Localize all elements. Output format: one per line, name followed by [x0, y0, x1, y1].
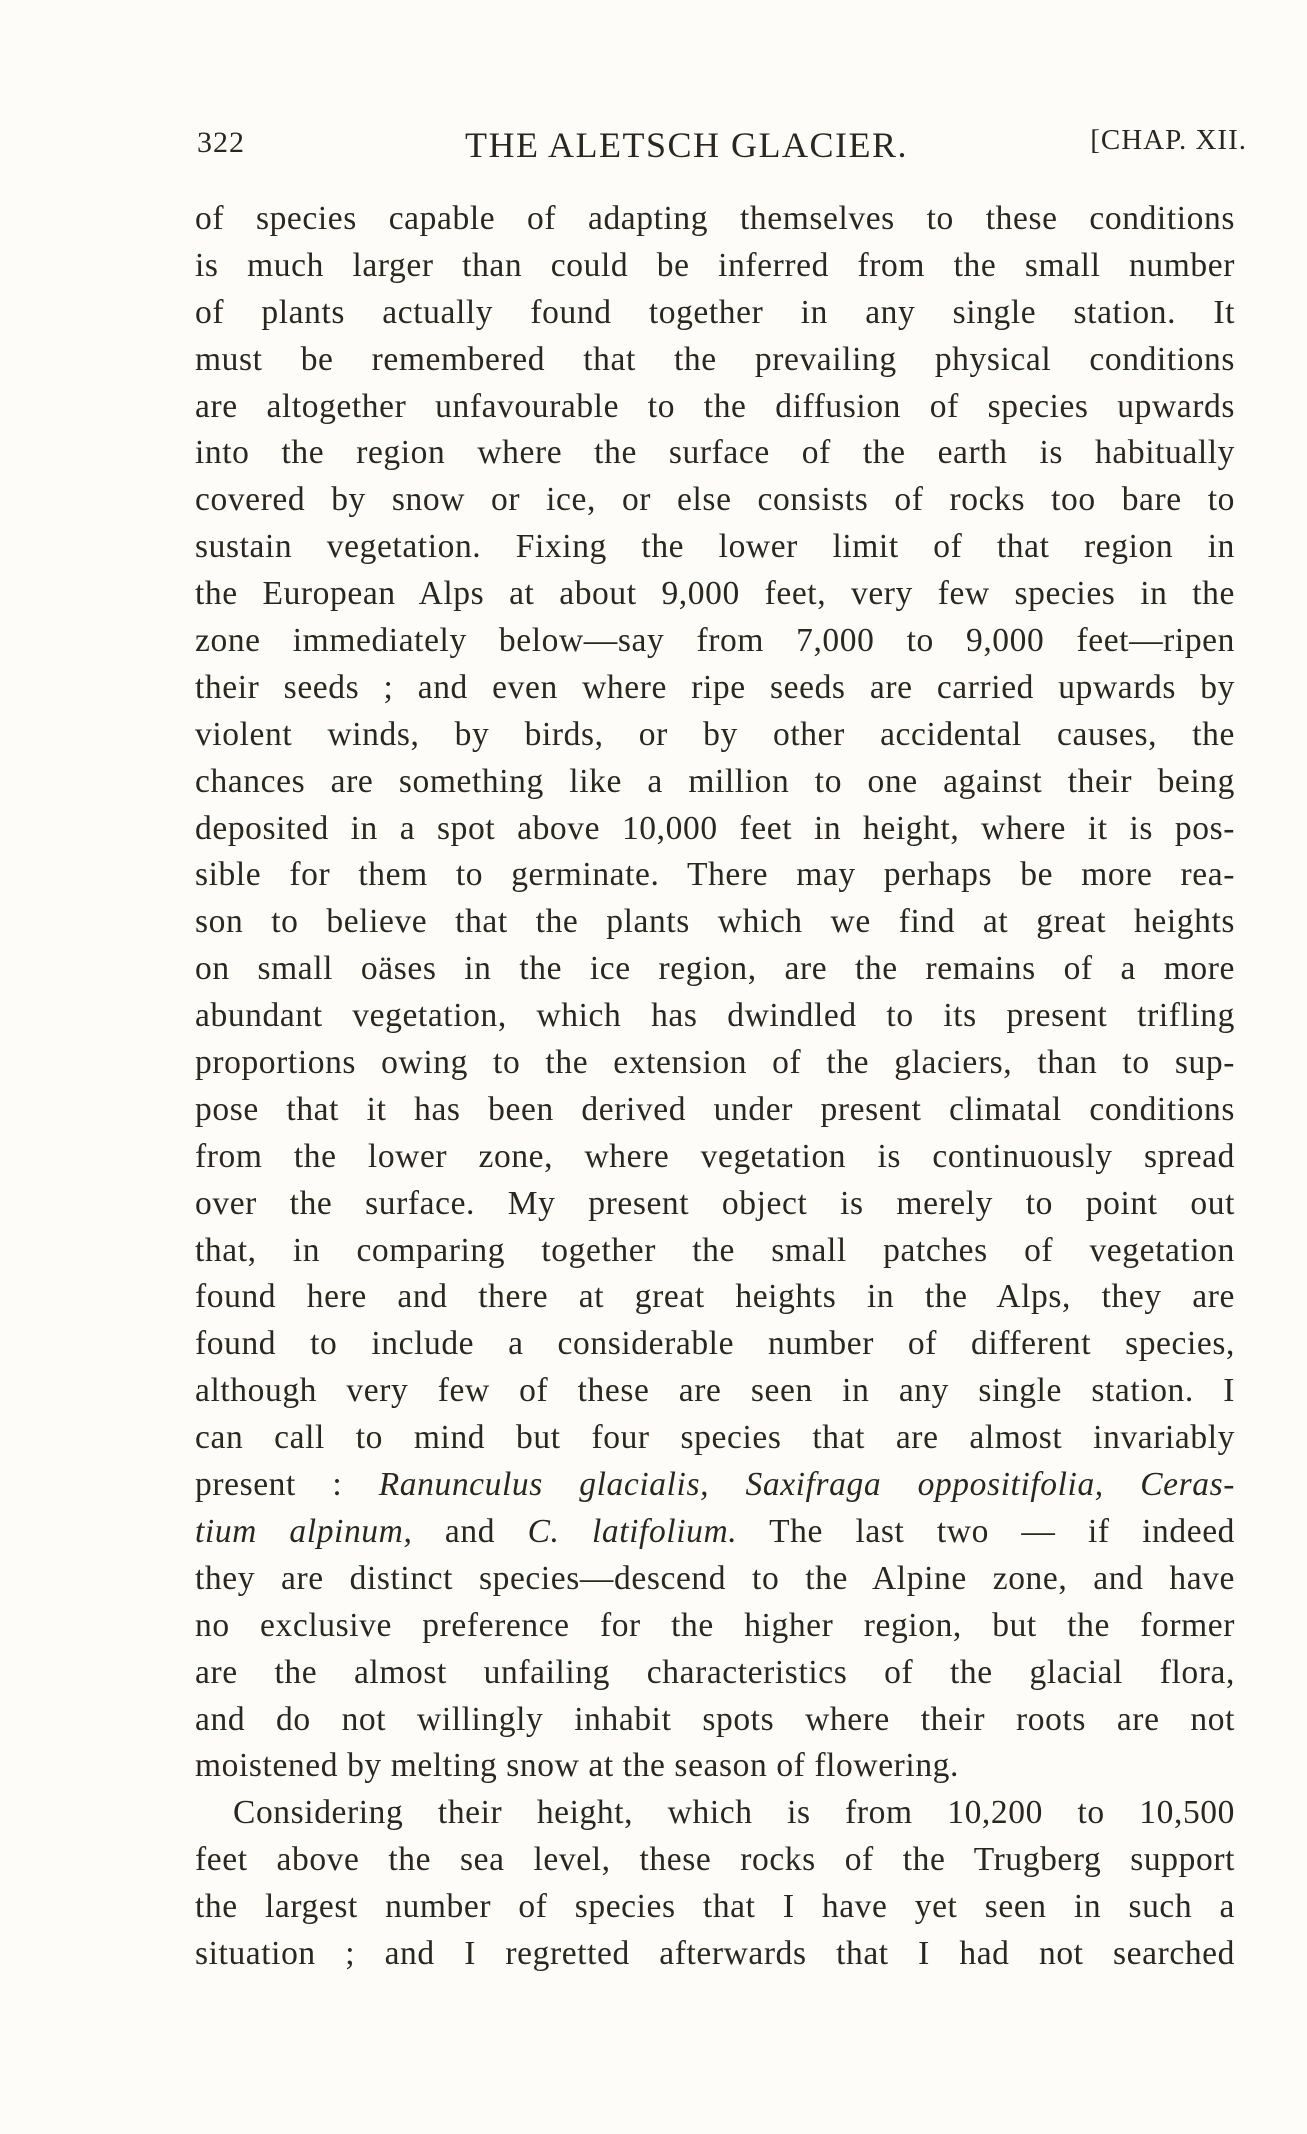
- text-line: their seeds ; and even where ripe seeds are carried upwards by: [195, 668, 1235, 706]
- page-number: 322: [197, 126, 245, 159]
- species-name: Saxifraga oppositifolia,: [745, 1466, 1104, 1504]
- text-line: of species capable of adapting themselves to these conditions: [195, 200, 1235, 237]
- text-line: sible for them to germinate. There may perhaps be more rea-: [195, 856, 1235, 894]
- species-line: [195, 1462, 1235, 1509]
- text-line: abundant vegetation, which has dwindled to its present trifling: [195, 997, 1235, 1035]
- running-title: THE ALETSCH GLACIER.: [465, 125, 908, 165]
- text-line: sustain vegetation. Fixing the lower limit of that region in: [195, 528, 1235, 566]
- text-line: found to include a considerable number of different species,: [195, 1325, 1235, 1363]
- text-line: from the lower zone, where vegetation is continuously spread: [195, 1137, 1235, 1175]
- body-text: [195, 196, 1235, 1978]
- text-fragment: The last two — if indeed: [737, 1512, 1236, 1550]
- text-line: proportions owing to the extension of the glaciers, than to sup-: [195, 1044, 1235, 1082]
- text-line: into the region where the surface of the earth is habitually: [195, 434, 1235, 472]
- text-line: situation ; and I regretted afterwards that I had not searched: [195, 1934, 1235, 1972]
- text-line: over the surface. My present object is merely to point out: [195, 1184, 1235, 1222]
- text-line: must be remembered that the prevailing physical conditions: [195, 340, 1235, 378]
- text-line: son to believe that the plants which we find at great heights: [195, 903, 1235, 941]
- species-name: C. latifolium.: [527, 1512, 738, 1550]
- text-line: Considering their height, which is from 10,200 to 10,500: [233, 1794, 1235, 1832]
- text-line: no exclusive preference for the higher region, but the former: [195, 1606, 1235, 1644]
- text-line: pose that it has been derived under present climatal conditions: [195, 1090, 1235, 1128]
- species-line: [195, 1509, 1235, 1556]
- text-line: moistened by melting snow at the season of flowering.: [195, 1747, 960, 1785]
- text-line: are altogether unfavourable to the diffusion of species upwards: [195, 387, 1235, 425]
- text-line: are the almost unfailing characteristics of the glacial flora,: [195, 1653, 1235, 1691]
- text-fragment: present :: [195, 1466, 379, 1504]
- text-line: and do not willingly inhabit spots where their roots are not: [195, 1700, 1235, 1738]
- text-line: can call to mind but four species that are almost invariably: [195, 1419, 1235, 1457]
- text-line: found here and there at great heights in the Alps, they are: [195, 1278, 1235, 1316]
- text-line: on small oäses in the ice region, are the remains of a more: [195, 950, 1235, 988]
- text-line: is much larger than could be inferred from the small number: [195, 246, 1235, 284]
- text-line: the European Alps at about 9,000 feet, very few species in the: [195, 575, 1235, 613]
- species-name: tium alpinum,: [195, 1512, 413, 1550]
- text-line: chances are something like a million to one against their being: [195, 762, 1235, 800]
- text-line: although very few of these are seen in any single station. I: [195, 1372, 1235, 1410]
- text-line: covered by snow or ice, or else consists of rocks too bare to: [195, 481, 1235, 519]
- text-line: zone immediately below—say from 7,000 to 9,000 feet—ripen: [195, 622, 1235, 660]
- text-fragment: and: [412, 1512, 528, 1550]
- text-line: feet above the sea level, these rocks of the Trugberg support: [195, 1841, 1235, 1879]
- text-line: that, in comparing together the small patches of vegetation: [195, 1231, 1235, 1269]
- text-line: the largest number of species that I have yet seen in such a: [195, 1888, 1235, 1926]
- text-line: of plants actually found together in any single station. It: [195, 293, 1235, 331]
- running-head: [197, 120, 1247, 172]
- species-name: Ranunculus glacialis,: [378, 1466, 710, 1504]
- text-line: deposited in a spot above 10,000 feet in height, where it is pos-: [195, 809, 1235, 847]
- chapter-reference: [CHAP. XII.: [1090, 124, 1247, 156]
- text-line: they are distinct species—descend to the Alpine zone, and have: [195, 1559, 1235, 1597]
- text-line: violent winds, by birds, or by other accidental causes, the: [195, 715, 1235, 753]
- species-name: Ceras-: [1140, 1466, 1236, 1504]
